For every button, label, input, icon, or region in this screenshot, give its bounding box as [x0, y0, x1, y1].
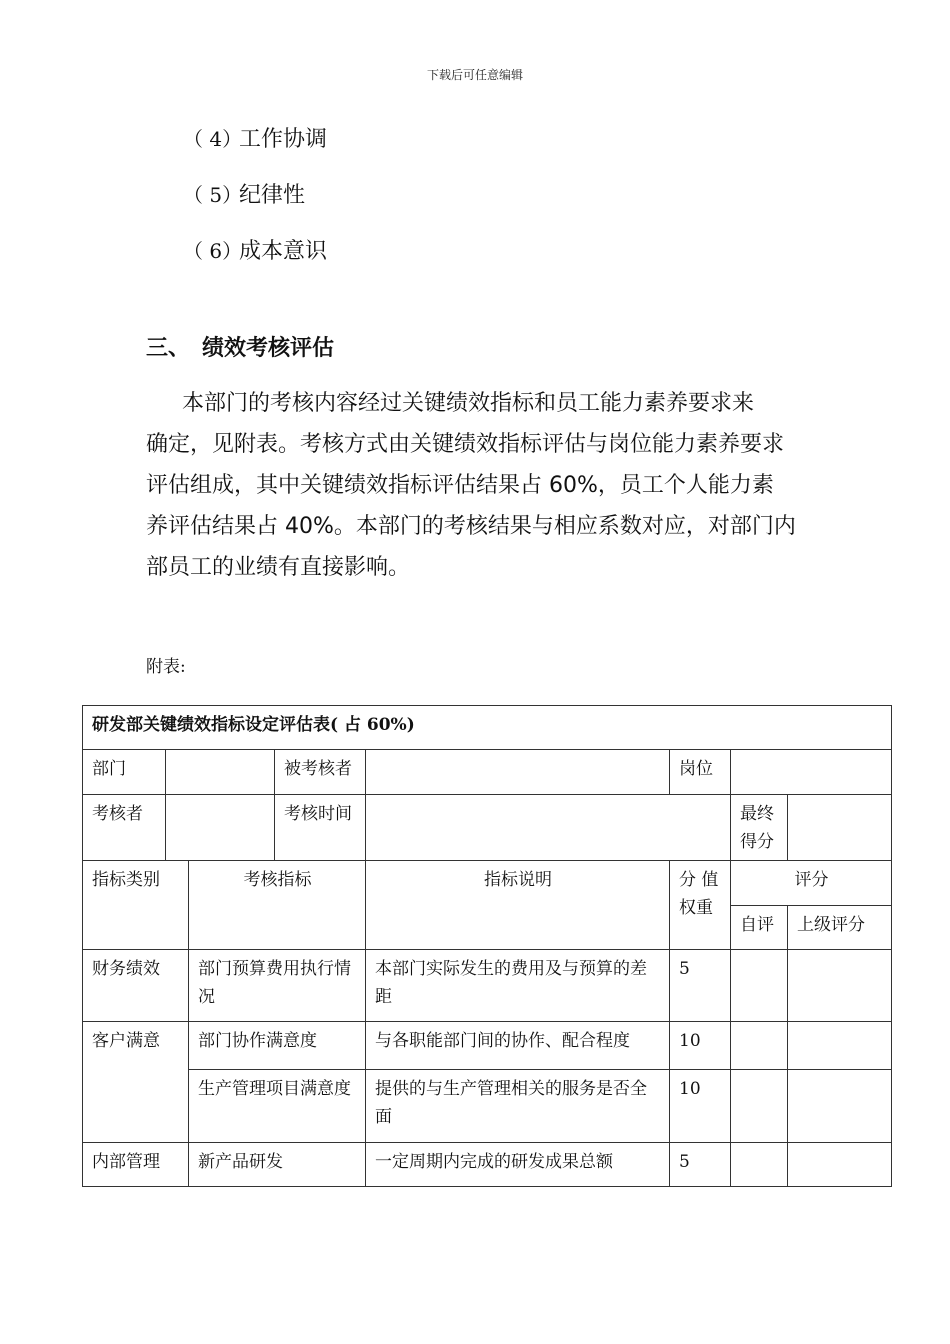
table-title: 研发部关键绩效指标设定评估表( 占 60%) [83, 706, 892, 750]
row-description: 本部门实际发生的费用及与预算的差距 [366, 950, 670, 1022]
header-category: 指标类别 [83, 861, 189, 950]
row-description: 一定周期内完成的研发成果总额 [366, 1143, 670, 1187]
row-self-eval [731, 950, 788, 1022]
page-header: 下载后可任意编辑 [426, 68, 523, 82]
row-self-eval [731, 1022, 788, 1070]
list-item [183, 122, 327, 153]
list-item [183, 178, 305, 209]
list-item [183, 234, 327, 265]
header-superior-eval: 上级评分 [788, 906, 892, 950]
row-weight: 5 [670, 950, 731, 1022]
row-superior-eval [788, 1143, 892, 1187]
assessee-label: 被考核者 [275, 750, 366, 795]
row-self-eval [731, 1070, 788, 1143]
kpi-table [82, 705, 892, 1187]
row-indicator: 生产管理项目满意度 [189, 1070, 366, 1143]
assessee-value [366, 750, 670, 795]
list-item-label: 工作协调 [239, 127, 328, 152]
paragraph-line: 本部门的考核内容经过关键绩效指标和员工能力素养要求来 [182, 391, 755, 416]
section-title: 绩效考核评估 [202, 336, 335, 361]
row-superior-eval [788, 1070, 892, 1143]
row-weight: 5 [670, 1143, 731, 1187]
paragraph-line: 确定，见附表。考核方式由关键绩效指标评估与岗位能力素养要求 [146, 432, 785, 457]
assess-time-label: 考核时间 [275, 795, 366, 861]
position-value [731, 750, 892, 795]
header-description: 指标说明 [366, 861, 670, 950]
row-description: 与各职能部门间的协作、配合程度 [366, 1022, 670, 1070]
row-weight: 10 [670, 1022, 731, 1070]
body-paragraph [146, 383, 816, 588]
assessor-label: 考核者 [83, 795, 166, 861]
paragraph-line: 评估组成，其中关键绩效指标评估结果占 60%，员工个人能力素 [146, 473, 774, 498]
assess-time-value [366, 795, 731, 861]
row-category: 财务绩效 [83, 950, 189, 1022]
table-row [83, 1143, 892, 1187]
header-weight: 分 值 权重 [670, 861, 731, 950]
row-category: 客户满意 [83, 1022, 189, 1143]
assessor-value [166, 795, 275, 861]
header-self-eval: 自评 [731, 906, 788, 950]
table-row [83, 950, 892, 1022]
list-item-label: 纪律性 [239, 183, 306, 208]
row-superior-eval [788, 950, 892, 1022]
paragraph-line: 养评估结果占 40%。本部门的考核结果与相应系数对应，对部门内 [146, 514, 796, 539]
row-indicator: 新产品研发 [189, 1143, 366, 1187]
section-number: 三、 [146, 336, 191, 361]
dept-value [166, 750, 275, 795]
table-row [83, 1022, 892, 1070]
header-indicator: 考核指标 [189, 861, 366, 950]
paragraph-line: 部员工的业绩有直接影响。 [146, 555, 411, 580]
section-heading [146, 331, 334, 362]
position-label: 岗位 [670, 750, 731, 795]
row-self-eval [731, 1143, 788, 1187]
list-item-number: （ 5） [183, 183, 243, 207]
final-score-label: 最终得分 [731, 795, 788, 861]
row-category: 内部管理 [83, 1143, 189, 1187]
list-item-number: （ 4） [183, 127, 243, 151]
list-item-number: （ 6） [183, 239, 243, 263]
table-row [83, 1070, 892, 1143]
final-score-value [788, 795, 892, 861]
list-item-label: 成本意识 [239, 239, 328, 264]
row-description: 提供的与生产管理相关的服务是否全面 [366, 1070, 670, 1143]
row-superior-eval [788, 1022, 892, 1070]
appendix-label: 附表: [146, 657, 186, 677]
row-indicator: 部门预算费用执行情况 [189, 950, 366, 1022]
dept-label: 部门 [83, 750, 166, 795]
header-score: 评分 [731, 861, 892, 906]
row-weight: 10 [670, 1070, 731, 1143]
row-indicator: 部门协作满意度 [189, 1022, 366, 1070]
